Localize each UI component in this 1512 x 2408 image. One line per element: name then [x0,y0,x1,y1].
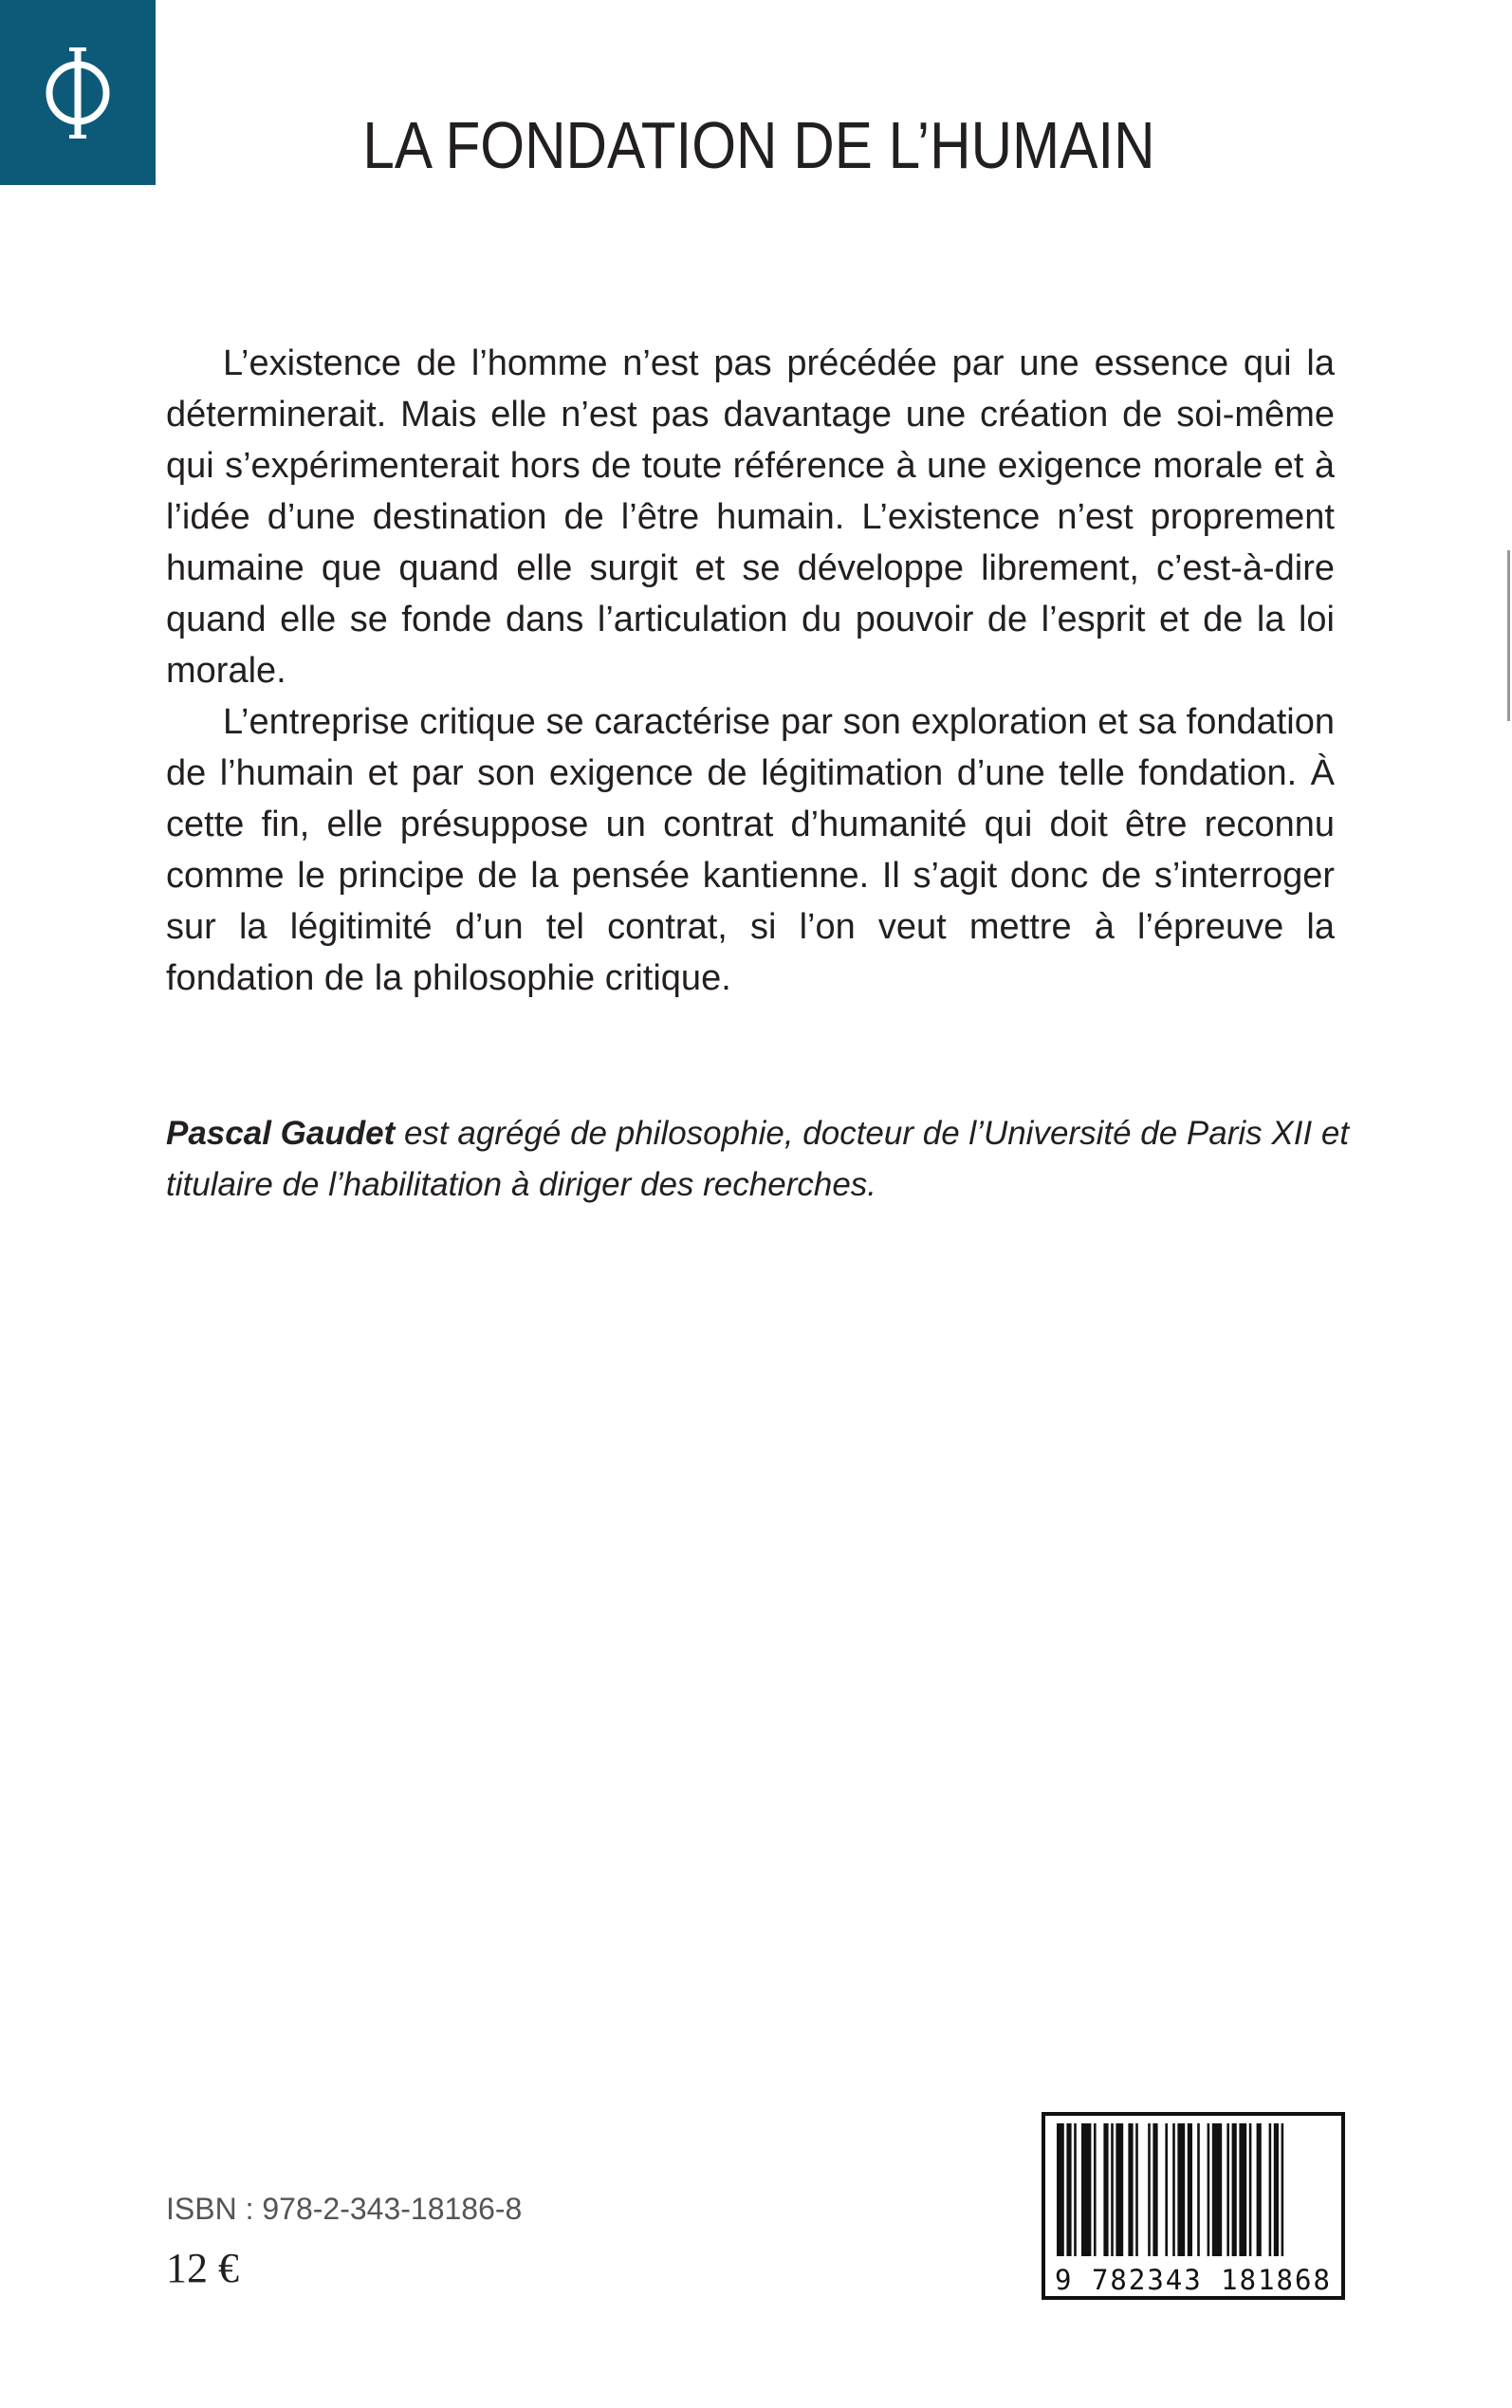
barcode-bar [1226,2123,1229,2256]
price: 12 € [166,2245,239,2291]
barcode-bar [1148,2123,1151,2256]
barcode-bar [1116,2123,1123,2256]
author-bio [166,1108,1352,1211]
barcode-bar [1177,2123,1185,2256]
barcode-bar [1165,2123,1168,2256]
barcode-bar [1103,2123,1108,2256]
barcode-bar [1249,2123,1252,2256]
summary-paragraph: L’entreprise critique se caractérise par son exploration et sa fondation de l’humain et par son exigence de légitimation d’une telle fondation. À cette fin, elle présuppose un contrat d’humanité qui doit être reconnu comme le principe de la pensée kantienne. Il s’agit donc de s’interroger sur la légitimité d’un tel contrat, si l’on veut mettre à l’épreuve la fondation de la philosophie critique. [166,702,1335,998]
barcode-bar [1128,2123,1133,2256]
phi-icon [35,36,120,150]
barcode-bar [1282,2123,1284,2256]
barcode-bar [1197,2123,1200,2256]
barcode-bar [1057,2123,1064,2256]
author-name: Pascal Gaudet [166,1115,396,1152]
edge-mark [1507,550,1510,721]
isbn: ISBN : 978-2-343-18186-8 [166,2192,523,2226]
barcode-number: 9 782343 181868 [1055,2264,1332,2296]
summary-paragraph: L’existence de l’homme n’est pas précédée par une essence qui la déterminerait. Mais elle n’est pas davantage une création de soi-même qui s’expérimenterait hors de toute référence à une exigence morale et à l’idée d’une destination de l’être humain. L’existence n’est proprement humaine que quand elle surgit et se développe librement, c’est-à-dire quand elle se fonde dans l’articulation du pouvoir de l’esprit et de la loi morale. [166,343,1335,691]
back-cover-summary [166,338,1335,1004]
barcode-bar [1208,2123,1210,2256]
barcode-bar [1188,2123,1192,2256]
barcode [1042,2112,1345,2300]
barcode-bar [1066,2123,1071,2256]
publisher-logo [0,0,156,185]
barcode-bar [1257,2123,1262,2256]
barcode-bar [1152,2123,1157,2256]
barcode-bar [1269,2123,1272,2256]
author-bio-text: est agrégé de philosophie, docteur de l’Université de Paris XII et titulaire de l’habilitation à diriger des recherches. [166,1115,1350,1203]
barcode-bar [1135,2123,1138,2256]
barcode-bar [1081,2123,1091,2256]
barcode-bar [1094,2123,1097,2256]
barcode-bar [1074,2123,1077,2256]
book-title: LA FONDATION DE L’HUMAIN [362,108,1155,182]
barcode-bar [1239,2123,1246,2256]
barcode-bar [1232,2123,1237,2256]
barcode-bar [1172,2123,1175,2256]
barcode-bar [1274,2123,1279,2256]
barcode-bar [1212,2123,1222,2256]
barcode-bar [1111,2123,1114,2256]
